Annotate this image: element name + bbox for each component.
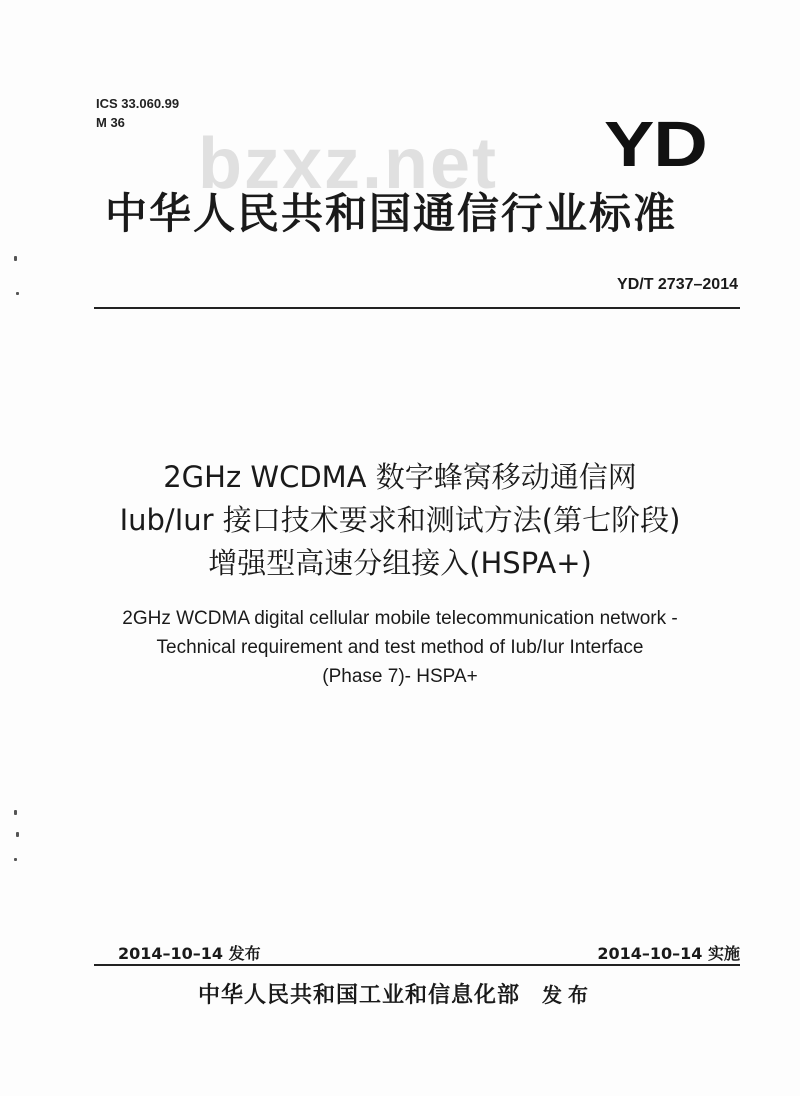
standard-title: 中华人民共和国通信行业标准 xyxy=(105,189,678,238)
english-title-line-3: (Phase 7)- HSPA+ xyxy=(322,666,478,687)
top-divider xyxy=(94,307,740,309)
standard-number: YD/T 2737–2014 xyxy=(617,276,738,293)
chinese-title xyxy=(0,456,800,585)
ics-code: ICS 33.060.99 xyxy=(96,96,180,111)
issue-date: 2014–10–14 发布 xyxy=(118,944,261,963)
scan-speck xyxy=(14,858,17,861)
scan-speck xyxy=(16,292,19,295)
implement-date: 2014–10–14 实施 xyxy=(597,944,740,963)
english-title xyxy=(0,604,800,691)
scan-speck xyxy=(14,810,17,815)
category-code: M 36 xyxy=(96,115,125,130)
publisher-name: 中华人民共和国工业和信息化部 xyxy=(198,982,521,1008)
classification-codes xyxy=(96,94,179,132)
chinese-title-line-2: Iub/Iur 接口技术要求和测试方法(第七阶段) xyxy=(119,503,681,537)
scan-speck xyxy=(16,832,19,837)
chinese-title-line-1: 2GHz WCDMA 数字蜂窝移动通信网 xyxy=(163,460,637,494)
publisher-suffix: 发布 xyxy=(542,983,595,1007)
scan-speck xyxy=(14,256,17,261)
publisher xyxy=(198,978,594,1009)
english-title-line-2: Technical requirement and test method of Iub/Iur Interface xyxy=(156,637,644,658)
yd-logo: YD xyxy=(604,108,707,180)
watermark: bzxz.net xyxy=(198,124,499,204)
chinese-title-line-3: 增强型高速分组接入(HSPA+) xyxy=(208,546,592,580)
bottom-divider xyxy=(94,964,740,966)
english-title-line-1: 2GHz WCDMA digital cellular mobile telecommunication network - xyxy=(122,608,678,629)
